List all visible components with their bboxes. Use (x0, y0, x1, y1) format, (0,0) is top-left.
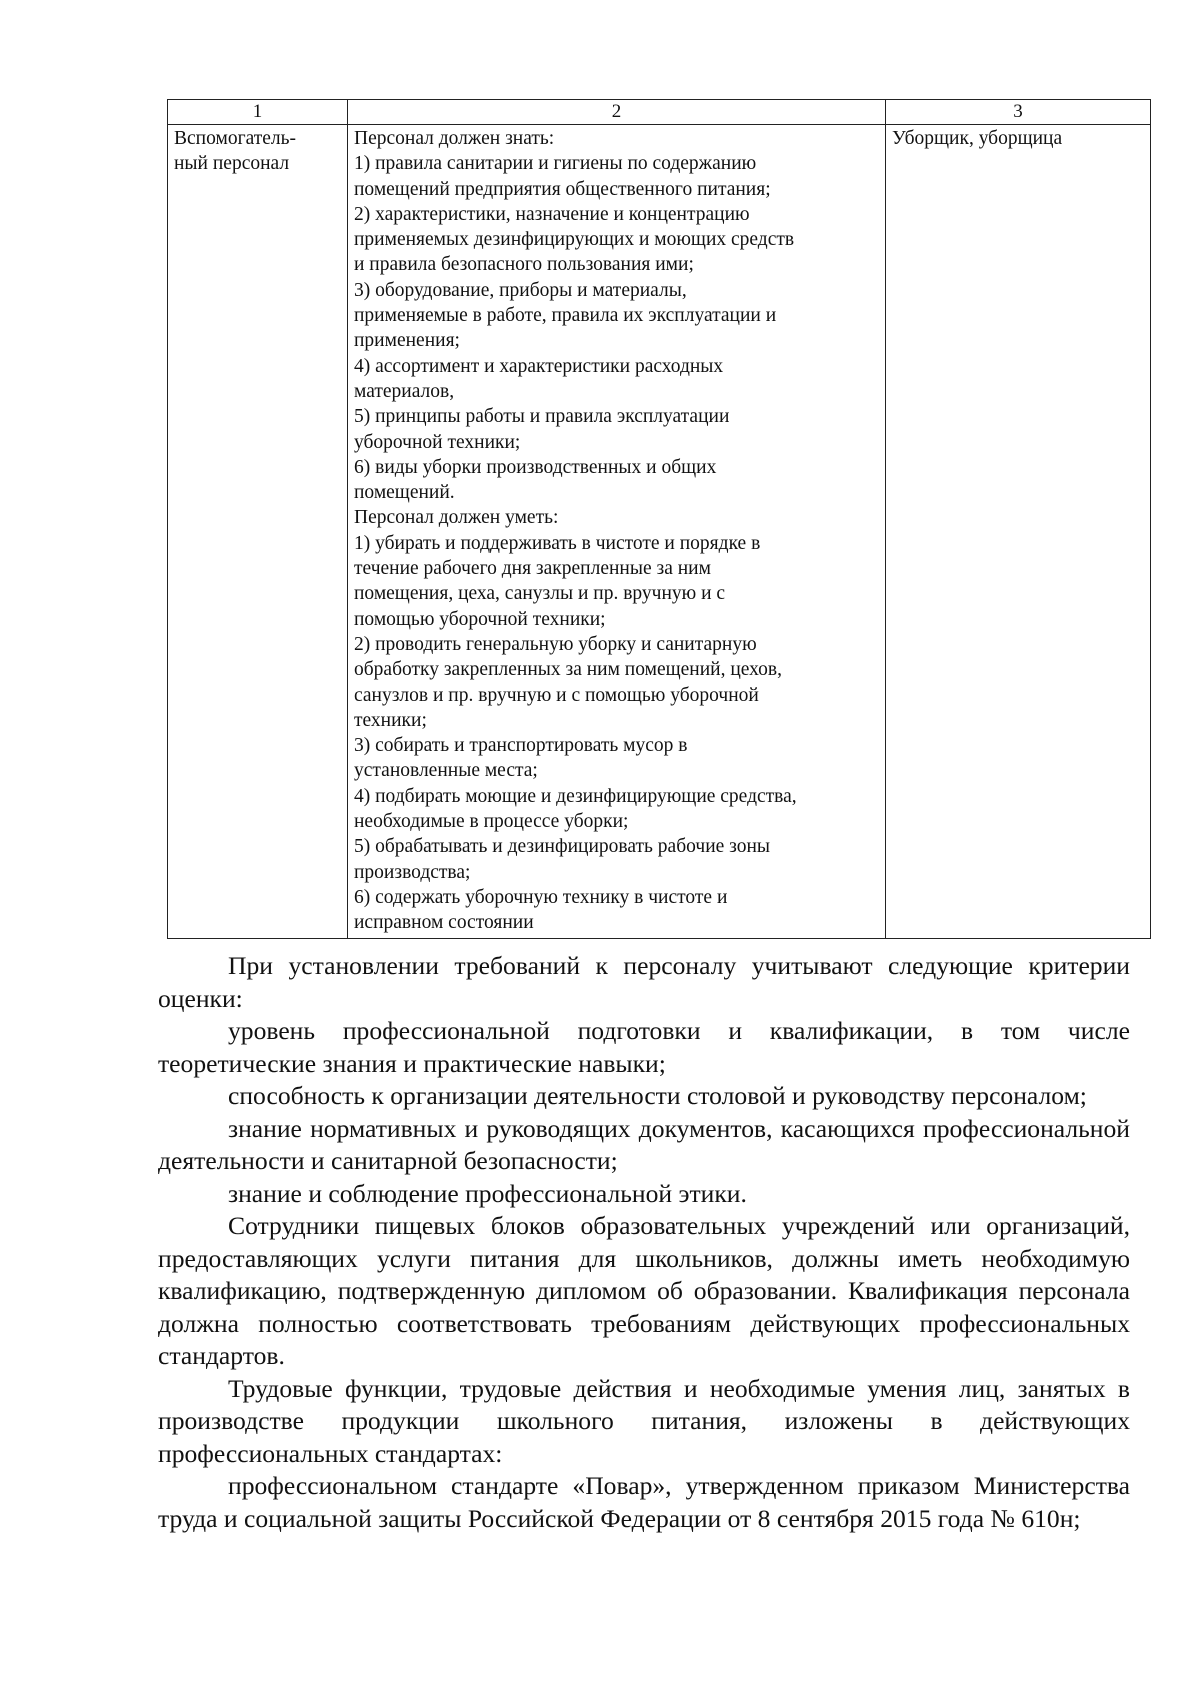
column-number-3: 3 (886, 100, 1151, 125)
staff-category-cell (168, 125, 348, 939)
document-body (158, 950, 1130, 1535)
paragraph-criteria-intro: При установлении требований к персоналу учитывают следующие критерии оценки: (158, 951, 1130, 1013)
requirement-line: помещений предприятия общественного питания; (354, 178, 771, 200)
paragraph-criterion-organization: способность к организации деятельности столовой и руководству персоналом; (228, 1081, 1087, 1110)
paragraph-criterion-documents: знание нормативных и руководящих документов, касающихся профессиональной деятельности и санитарной безопасности; (158, 1113, 1130, 1175)
requirement-line: 6) виды уборки производственных и общих (354, 456, 717, 478)
requirement-line: 1) убирать и поддерживать в чистоте и порядке в (354, 532, 761, 554)
requirement-line: 2) характеристики, назначение и концентрацию (354, 203, 750, 225)
paragraph-employees-qualification: Сотрудники пищевых блоков образовательных учреждений или организаций, предоставляющих услуги питания для школьников, должны иметь необходимую квалификацию, подтвержденную дипломом об образовании. Квалификация персонала должна полностью соответствовать требованиям действующих профессиональных стандартов. (158, 1211, 1130, 1370)
requirement-line: и правила безопасного пользования ими; (354, 254, 694, 276)
requirement-line: исправном состоянии (354, 912, 534, 934)
requirement-line: Персонал должен уметь: (354, 507, 559, 529)
requirement-line: 4) подбирать моющие и дезинфицирующие средства, (354, 785, 797, 807)
staff-category-line: Вспомогатель- (174, 128, 297, 149)
requirement-line: техники; (354, 709, 427, 731)
requirement-line: обработку закрепленных за ним помещений, цехов, (354, 659, 783, 681)
requirement-line: 5) принципы работы и правила эксплуатации (354, 406, 730, 428)
requirement-line: течение рабочего дня закрепленные за ним (354, 558, 711, 580)
column-number-2: 2 (348, 100, 886, 125)
requirement-line: 3) оборудование, приборы и материалы, (354, 279, 687, 301)
paragraph-criterion-qualification: уровень профессиональной подготовки и квалификации, в том числе теоретические знания и практические навыки; (158, 1016, 1130, 1078)
paragraph-labor-functions: Трудовые функции, трудовые действия и необходимые умения лиц, занятых в производстве продукции школьного питания, изложены в действующих профессиональных стандартах: (158, 1373, 1130, 1468)
table-header-row (168, 100, 1151, 125)
staff-requirements-table (167, 99, 1151, 939)
requirement-line: уборочной техники; (354, 431, 521, 453)
requirement-line: применения; (354, 330, 460, 352)
requirement-line: 2) проводить генеральную уборку и санитарную (354, 633, 757, 655)
requirement-line: Персонал должен знать: (354, 128, 555, 149)
requirement-line: санузлов и пр. вручную и с помощью уборочной (354, 684, 759, 706)
requirement-line: установленные места; (354, 760, 538, 782)
requirement-line: 1) правила санитарии и гигиены по содержанию (354, 153, 757, 175)
requirement-line: 6) содержать уборочную технику в чистоте и (354, 886, 728, 908)
requirement-line: 5) обрабатывать и дезинфицировать рабочие зоны (354, 836, 771, 858)
requirement-line: помещений. (354, 482, 455, 504)
staff-category-text (174, 126, 341, 177)
requirement-line: 3) собирать и транспортировать мусор в (354, 735, 688, 757)
column-number-1: 1 (168, 100, 348, 125)
requirement-line: производства; (354, 861, 471, 883)
requirement-line: материалов, (354, 380, 455, 402)
position-text: Уборщик, уборщица (892, 128, 1063, 149)
requirements-text (354, 126, 879, 936)
requirement-line: применяемые в работе, правила их эксплуатации и (354, 305, 777, 327)
table-row (168, 125, 1151, 939)
staff-category-line: ный персонал (174, 153, 290, 175)
requirement-line: применяемых дезинфицирующих и моющих средств (354, 229, 795, 251)
requirement-line: помощью уборочной техники; (354, 608, 606, 630)
position-cell (886, 125, 1151, 939)
paragraph-criterion-ethics: знание и соблюдение профессиональной этики. (228, 1178, 747, 1208)
paragraph-cook-standard: профессиональном стандарте «Повар», утвержденном приказом Министерства труда и социальной защиты Российской Федерации от 8 сентября 2015 года № 610н; (158, 1471, 1130, 1533)
requirement-line: помещения, цеха, санузлы и пр. вручную и с (354, 583, 726, 605)
requirement-line: необходимые в процессе уборки; (354, 811, 629, 833)
requirement-line: 4) ассортимент и характеристики расходных (354, 355, 724, 377)
requirements-cell (348, 125, 886, 939)
